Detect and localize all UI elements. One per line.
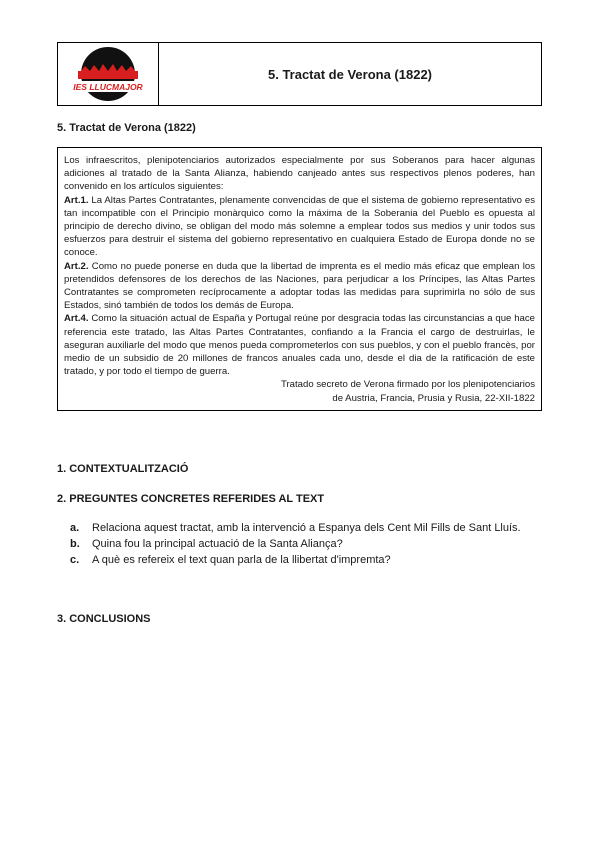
article-label: Art.4.	[64, 313, 89, 325]
svg-text:IES LLUCMAJOR: IES LLUCMAJOR	[73, 82, 143, 92]
text-heading: 5. Tractat de Verona (1822)	[57, 122, 196, 134]
section-contextualization: 1. CONTEXTUALITZACIÓ	[57, 463, 189, 475]
school-logo	[63, 44, 153, 104]
document-title: 5. Tractat de Verona (1822)	[267, 66, 433, 82]
question-list	[70, 521, 545, 569]
section-questions: 2. PREGUNTES CONCRETES REFERIDES AL TEXT	[57, 493, 325, 505]
article-text: Como no puede ponerse en duda que la libertad de imprenta es el medio más eficaz que emplean los pretendidos defensores de los derechos de las Naciones, para perjudicar a los Príncipes, las Altas Partes Contratantes se comprometen recíprocamente a adoptar todas las medidas para suprimirla no sólo de sus Estados, sinó también de todos los demás de Europa.	[64, 260, 535, 312]
question-text: Relaciona aquest tractat, amb la intervenció a Espanya dels Cent Mil Fills de Sant Lluís.	[92, 522, 521, 534]
article-label: Art.1.	[64, 194, 89, 206]
source-text-box	[57, 147, 542, 411]
header-table	[57, 42, 542, 106]
question-text: Quina fou la principal actuació de la Santa Aliança?	[92, 538, 343, 550]
article-4	[64, 312, 535, 378]
question-letter: a.	[70, 522, 80, 534]
question-letter: b.	[70, 538, 80, 550]
source-intro: Los infraescritos, plenipotenciarios autorizados especialmente por sus Soberanos para hacer algunas adiciones al tratado de la Santa Alianza, habiendo canjeado antes sus respectivos plenos poderes, han convenido en los artículos siguientes:	[64, 155, 535, 193]
logo-cell	[58, 43, 159, 105]
citation-line-2: de Austria, Francia, Prusia y Rusia, 22-XII-1822	[332, 392, 535, 404]
question-item	[70, 553, 545, 568]
question-item	[70, 521, 545, 536]
question-text: A què es refereix el text quan parla de la llibertat d'impremta?	[92, 554, 391, 566]
question-item	[70, 537, 545, 552]
article-1	[64, 194, 535, 260]
source-citation	[64, 378, 535, 404]
section-conclusions: 3. CONCLUSIONS	[57, 613, 151, 625]
article-label: Art.2.	[64, 260, 89, 272]
citation-line-1: Tratado secreto de Verona firmado por los plenipotenciarios	[280, 379, 535, 391]
question-letter: c.	[70, 554, 80, 566]
article-text: La Altas Partes Contratantes, plenamente convencidas de que el sistema de gobierno representativo es tan incompatible con el Principio monàrquico como la máxima de la Soberania del Pueblo es opuesta al principio de derecho divino, se obligan del modo más solemne a emplear todos sus medios y unir todos sus esfuerzos para destruir el sistema del gobierno representativo en cualquiera Estado de Europa donde no se conoce.	[64, 194, 535, 259]
article-text: Como la situación actual de España y Portugal reúne por desgracia todas las circunstancias a que hace referencia este tratado, las Altas Partes Contratantes, confiando a la Francia el cargo de destruirlas, le aseguran auxiliarle del modo que menos pueda comprometerlos con sus pueblos, y con el pueblo francès, por medio de un subsidio de 20 millones de francos anuales cada uno, desde el dia de la ratificación de este tratado, y por todo el tiempo de guerra.	[64, 313, 535, 378]
article-2	[64, 260, 535, 313]
